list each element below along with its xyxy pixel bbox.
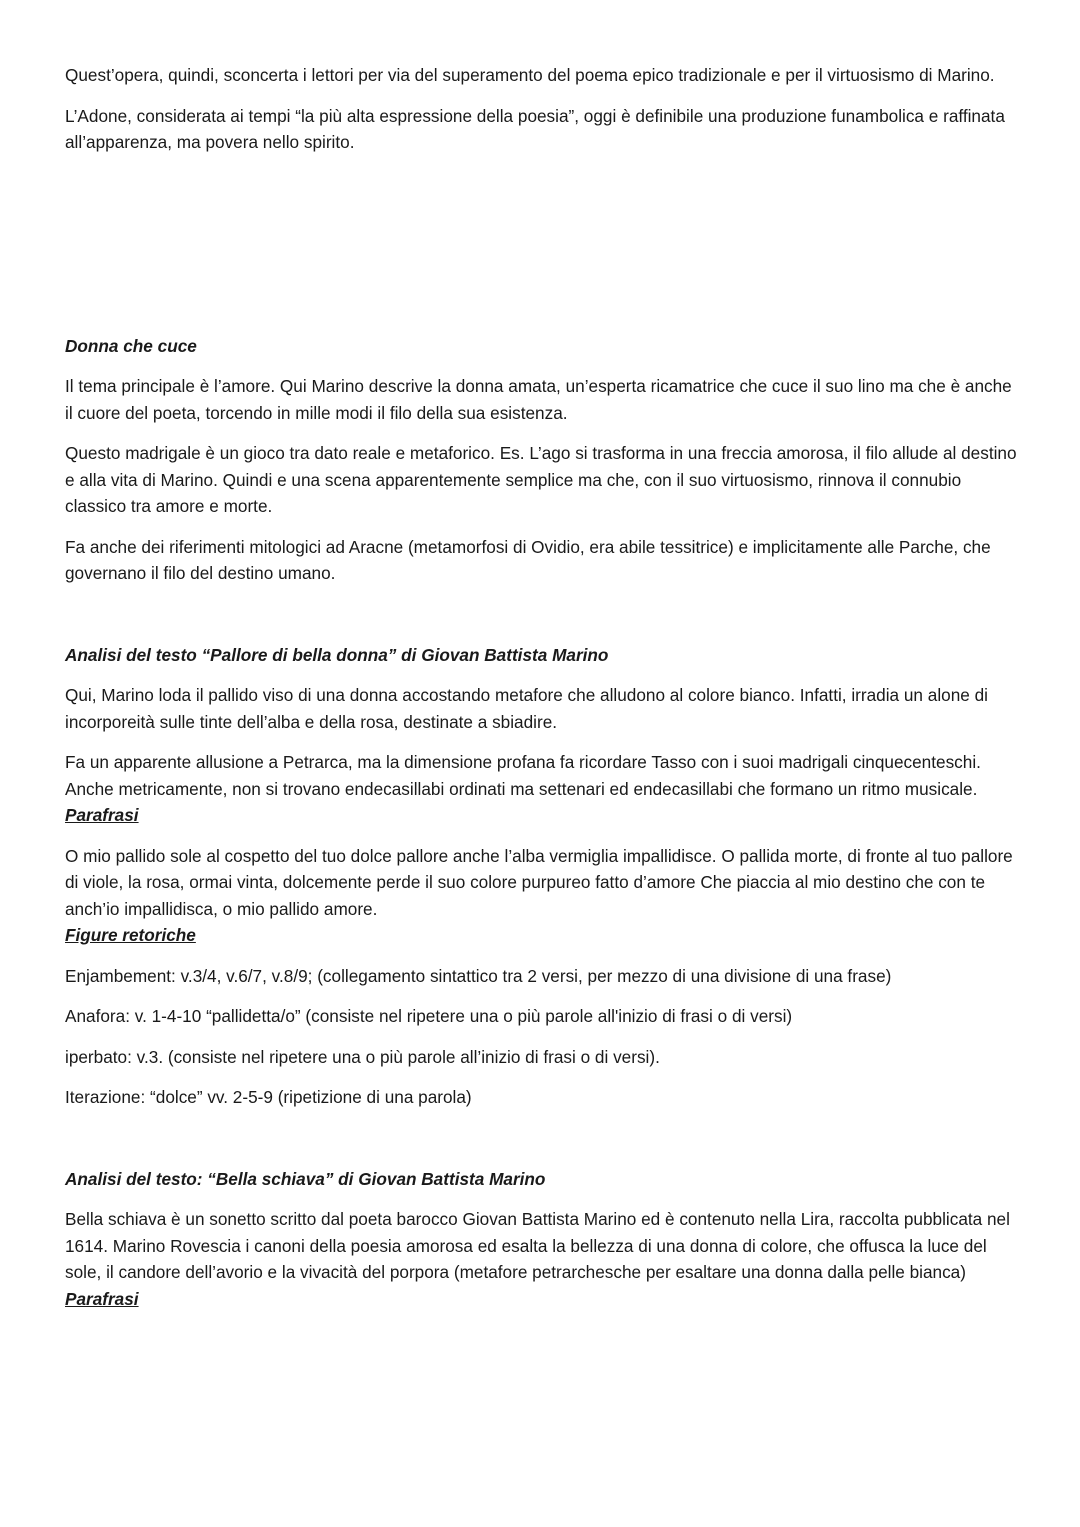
pallore-figure-heading: Figure retoriche bbox=[65, 925, 196, 945]
figura-iterazione: Iterazione: “dolce” vv. 2-5-9 (ripetizione di una parola) bbox=[65, 1087, 472, 1107]
bella-schiava-parafrasi-heading: Parafrasi bbox=[65, 1288, 139, 1309]
figura-anafora: Anafora: v. 1-4-10 “pallidetta/o” (consiste nel ripetere una o più parole all'inizio di frasi o di versi) bbox=[65, 1006, 793, 1026]
section-heading-bella-schiava: Analisi del testo: “Bella schiava” di Giovan Battista Marino bbox=[65, 1168, 546, 1189]
pallore-paragraph-1: Qui, Marino loda il pallido viso di una donna accostando metafore che alludono al colore bianco. Infatti, irradia un alone di incorporeità sulle tinte dell’alba e della rosa, destinate a sbiadire. bbox=[65, 685, 988, 732]
intro-paragraph-1: Quest’opera, quindi, sconcerta i lettori per via del superamento del poema epico tradizionale e per il virtuosismo di Marino. bbox=[65, 65, 995, 85]
donna-paragraph-3: Fa anche dei riferimenti mitologici ad Aracne (metamorfosi di Ovidio, era abile tessitrice) e implicitamente alle Parche, che governano il filo del destino umano. bbox=[65, 536, 991, 583]
figura-iperbato: iperbato: v.3. (consiste nel ripetere una o più parole all’inizio di frasi o di versi). bbox=[65, 1046, 660, 1067]
figura-enjambement: Enjambement: v.3/4, v.6/7, v.8/9; (collegamento sintattico tra 2 versi, per mezzo di una divisione di una frase) bbox=[65, 965, 892, 986]
pallore-parafrasi-heading: Parafrasi bbox=[65, 805, 139, 825]
document-page bbox=[65, 62, 1020, 1312]
donna-paragraph-2: Questo madrigale è un gioco tra dato reale e metaforico. Es. L’ago si trasforma in una freccia amorosa, il filo allude al destino e alla vita di Marino. Quindi e una scena apparentemente semplice ma che, con il suo virtuosismo, rinnova il connubio classico tra amore e morte. bbox=[65, 443, 1017, 516]
pallore-parafrasi-text: O mio pallido sole al cospetto del tuo dolce pallore anche l’alba vermiglia impallidisce. O pallida morte, di fronte al tuo pallore di viole, la rosa, ormai vinta, dolcemente perde il suo colore purpureo fatto d’amore Che piaccia al mio destino che con te anch’io impallidisca, o mio pallido amore. bbox=[65, 845, 1013, 919]
pallore-paragraph-2: Fa un apparente allusione a Petrarca, ma la dimensione profana fa ricordare Tasso con i suoi madrigali cinquecenteschi. Anche metricamente, non si trovano endecasillabi ordinati ma settenari ed endecasillabi che formano un ritmo musicale. bbox=[65, 752, 981, 799]
donna-paragraph-1: Il tema principale è l’amore. Qui Marino descrive la donna amata, un’esperta ricamatrice che cuce il suo lino ma che è anche il cuore del poeta, torcendo in mille modi il filo della sua esistenza. bbox=[65, 376, 1012, 423]
bella-schiava-paragraph-1: Bella schiava è un sonetto scritto dal poeta barocco Giovan Battista Marino ed è contenuto nella Lira, raccolta pubblicata nel 1614. Marino Rovescia i canoni della poesia amorosa ed esalta la bellezza di una donna di colore, che offusca la luce del sole, il candore dell’avorio e la vivacità del porpora (metafore petrarchesche per esaltare una donna dalla pelle bianca) bbox=[65, 1209, 1010, 1282]
section-heading-pallore: Analisi del testo “Pallore di bella donna” di Giovan Battista Marino bbox=[65, 644, 609, 665]
section-heading-donna-che-cuce: Donna che cuce bbox=[65, 335, 197, 356]
intro-paragraph-2: L’Adone, considerata ai tempi “la più alta espressione della poesia”, oggi è definibile una produzione funambolica e raffinata all’apparenza, ma povera nello spirito. bbox=[65, 105, 1005, 152]
